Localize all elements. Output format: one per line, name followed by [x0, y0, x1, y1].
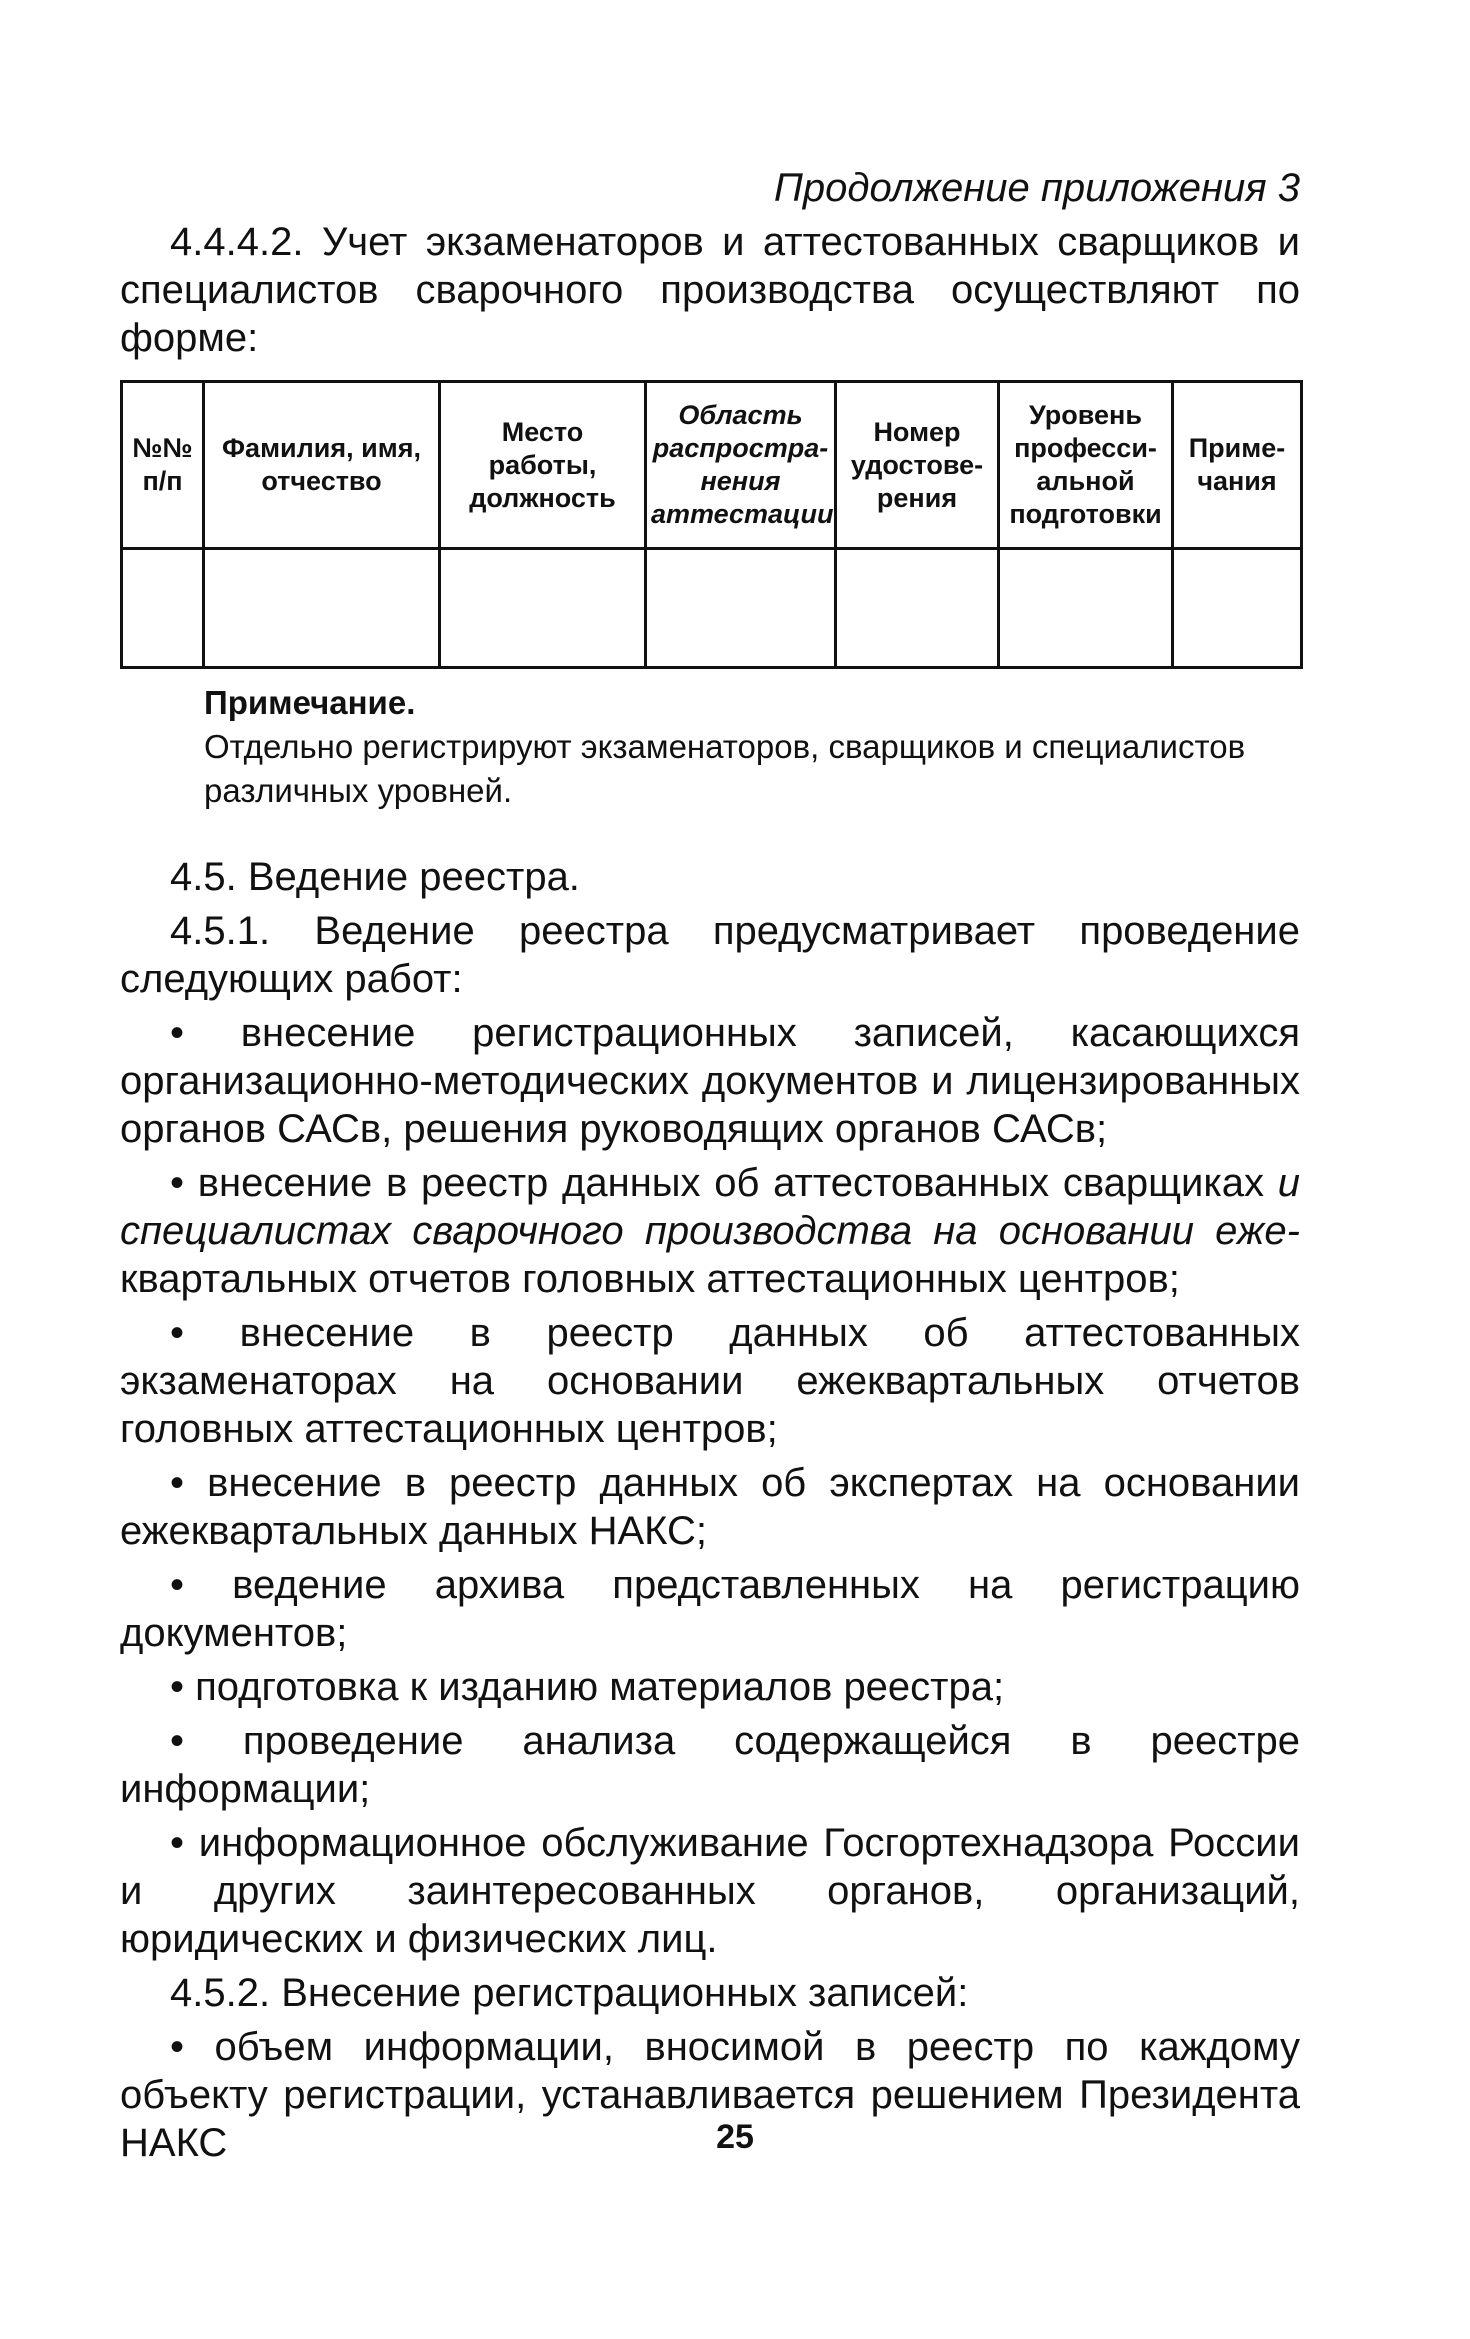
column-header: Область распростра- нения аттестации: [646, 382, 836, 549]
column-header: Фамилия, имя, отчество: [204, 382, 440, 549]
column-header: Уровень професси- альной подготовки: [999, 382, 1173, 549]
section-title: 4.5. Ведение реестра.: [170, 855, 580, 899]
list-item-text: • внесение в реестр данных об аттестованных сварщиках: [170, 1161, 1264, 1205]
list-item: • объем информации, вносимой в реестр по каждому объекту регистрации, устанавливается решением Президента НАКС: [120, 2025, 1300, 2165]
registration-form-table: [120, 380, 1303, 669]
note-text: Отдельно регистрируют экзаменаторов, сварщиков и специалистов различных уровней.: [204, 728, 1246, 809]
table-cell: [646, 549, 836, 668]
table-cell: [204, 549, 440, 668]
note-title: Примечание.: [204, 684, 416, 721]
table-header-row: [122, 382, 1302, 549]
table-cell: [440, 549, 646, 668]
table-cell: [122, 549, 204, 668]
paragraph-4-5-1: 4.5.1. Ведение реестра предусматривает проведение следующих работ:: [120, 909, 1300, 1001]
list-item-text: квартальных отчетов головных аттестационных центров;: [120, 1257, 1180, 1301]
section-4-5: [120, 853, 1300, 2167]
list-item: • подготовка к изданию материалов реестра;: [170, 1665, 1005, 1709]
page-number: 25: [716, 2118, 754, 2156]
table-cell: [999, 549, 1173, 668]
list-item: • проведение анализа содержащейся в реестре информации;: [120, 1719, 1300, 1811]
list-item: • информационное обслуживание Госгортехнадзора России и других заинтересованных органов, организаций, юридических и физических лиц.: [120, 1821, 1300, 1961]
table-cell: [836, 549, 999, 668]
note-block: [120, 681, 1300, 813]
column-header: №№ п/п: [122, 382, 204, 549]
table-row: [122, 549, 1302, 668]
intro-paragraph: 4.4.4.2. Учет экзаменаторов и аттестованных сварщиков и специалистов сварочного производства осуществляют по форме:: [120, 220, 1300, 360]
list-item-italic: и специалистах сварочного производства на основании еже-: [120, 1161, 1300, 1253]
continuation-header: Продолжение приложения 3: [773, 166, 1300, 210]
list-item: • внесение в реестр данных об аттестованных экзаменаторах на основании ежеквартальных отчетов головных аттестационных центров;: [120, 1311, 1300, 1451]
document-page: [120, 160, 1300, 2167]
list-item: • ведение архива представленных на регистрацию документов;: [120, 1563, 1300, 1655]
column-header: Номер удостове- рения: [836, 382, 999, 549]
table-cell: [1173, 549, 1302, 668]
list-item: [120, 1159, 1300, 1303]
column-header: Место работы, должность: [440, 382, 646, 549]
column-header: Приме- чания: [1173, 382, 1302, 549]
list-item: • внесение в реестр данных об экспертах на основании ежеквартальных данных НАКС;: [120, 1461, 1300, 1553]
list-item: • внесение регистрационных записей, касающихся организационно-методических документов и лицензированных органов САСв, решения руководящих органов САСв;: [120, 1011, 1300, 1151]
paragraph-4-5-2: 4.5.2. Внесение регистрационных записей:: [170, 1971, 969, 2015]
